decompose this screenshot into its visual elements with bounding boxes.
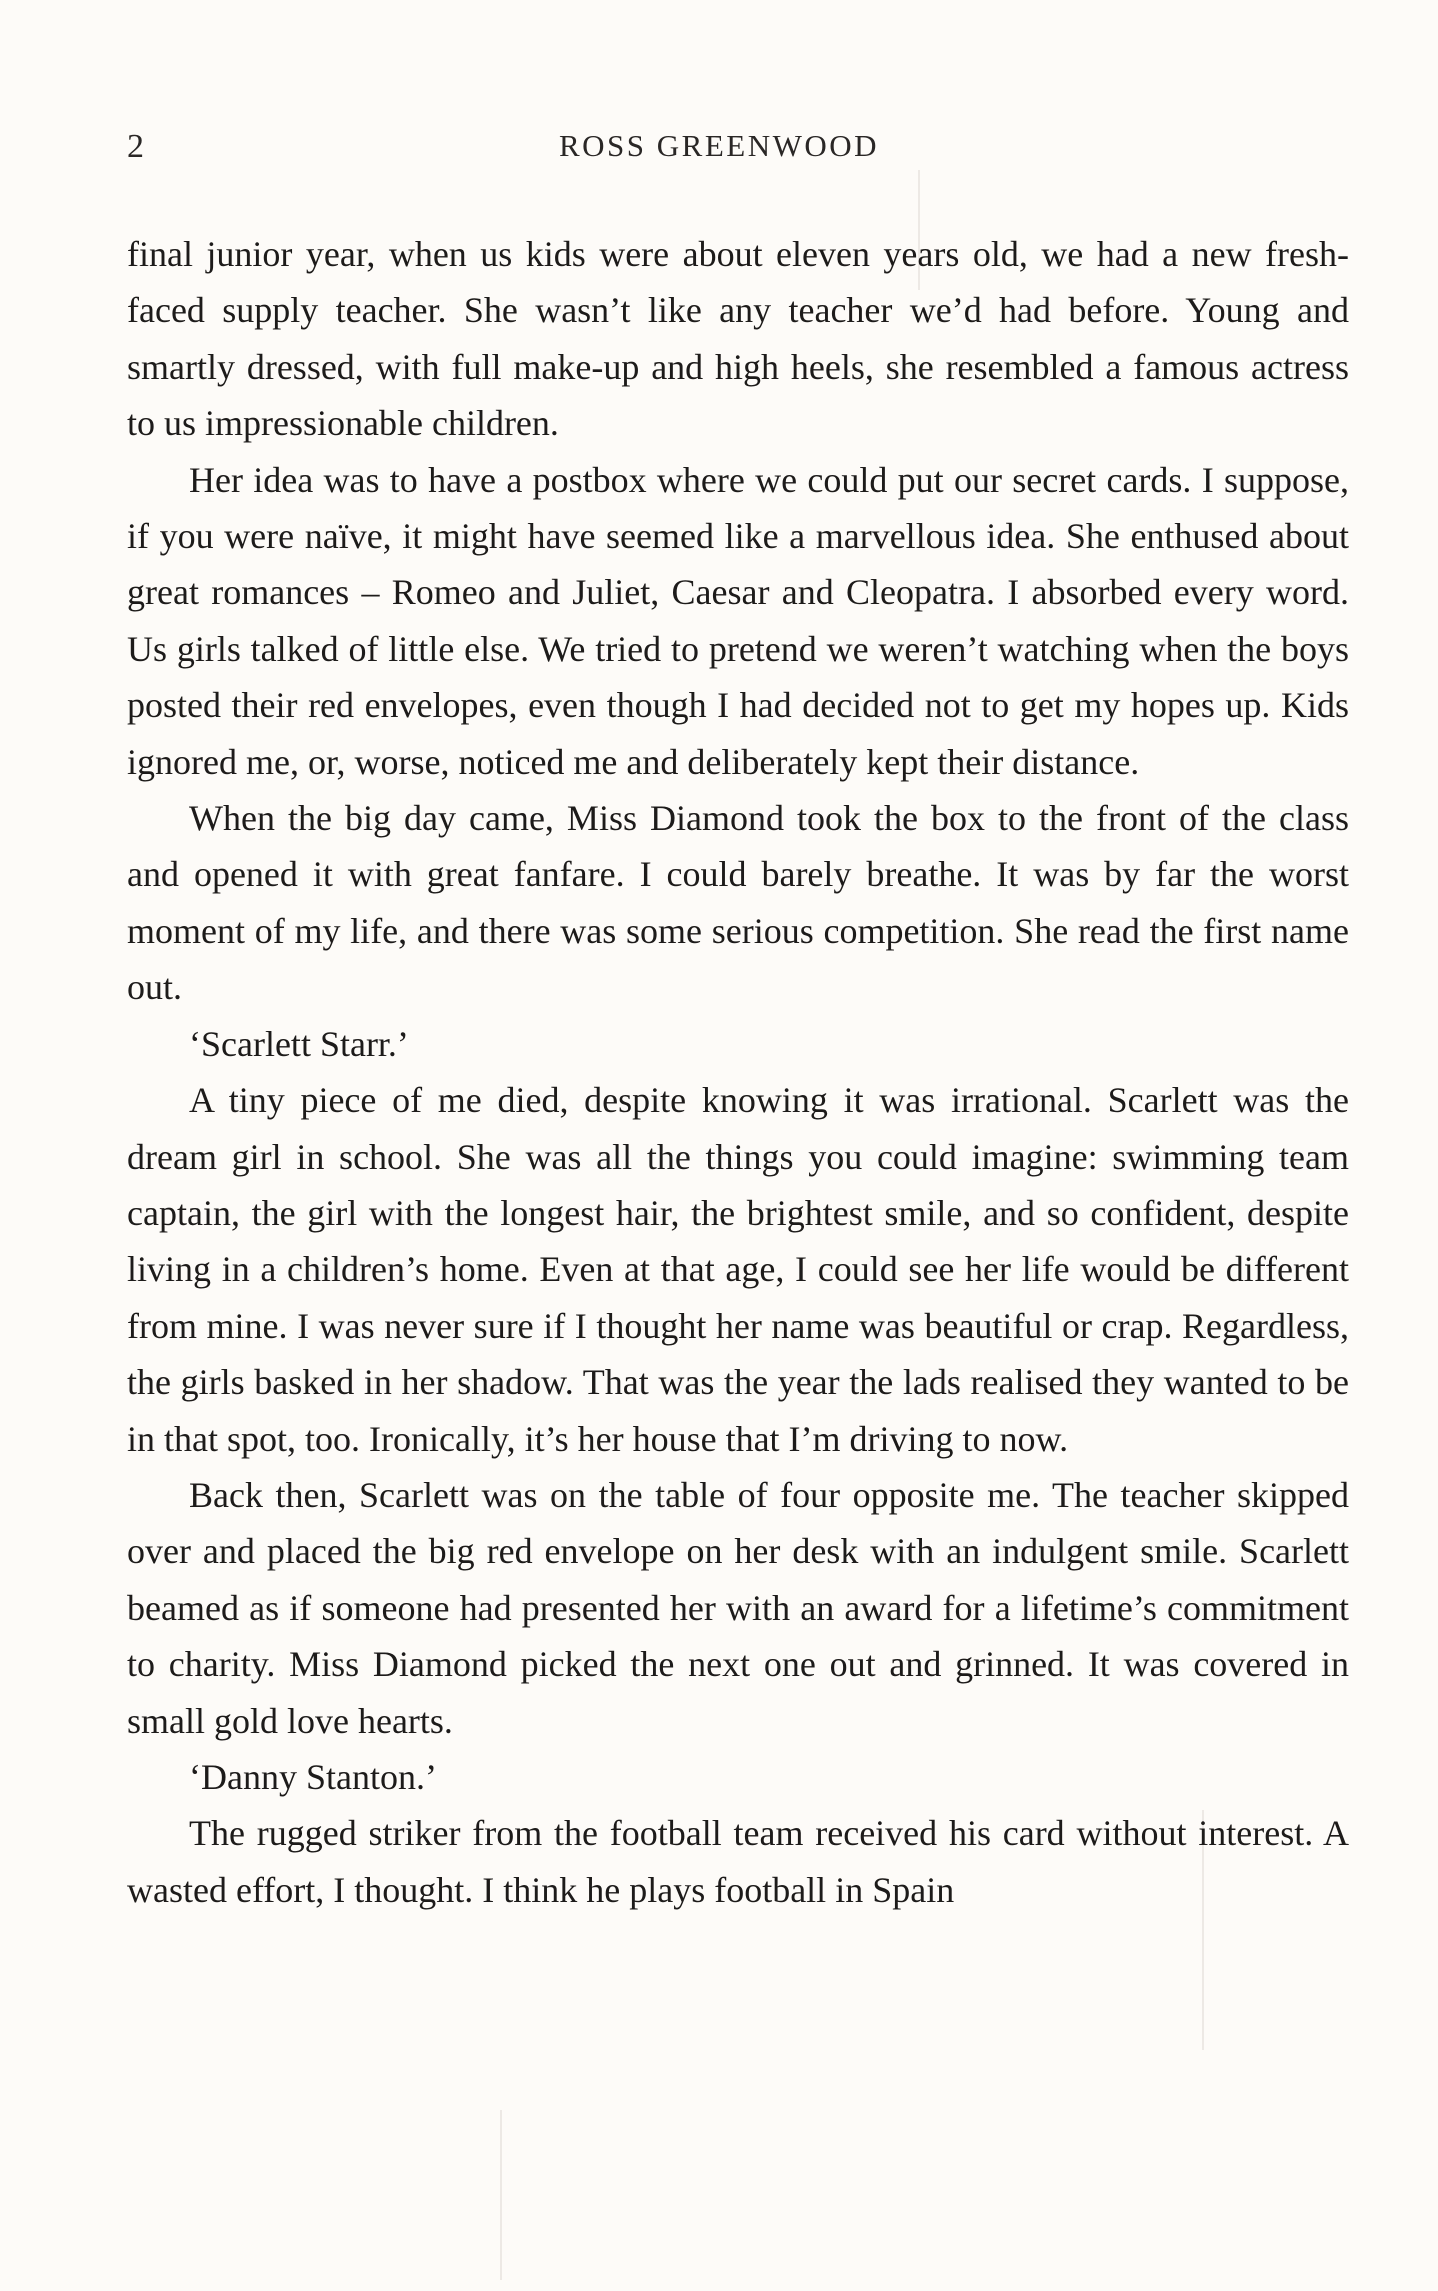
paragraph: ‘Danny Stanton.’ bbox=[189, 1756, 437, 1797]
page-number: 2 bbox=[127, 128, 145, 165]
paragraph: When the big day came, Miss Diamond took the box to the front of the class and opened it with great fanfare. I could barely breathe. It was by far the worst moment of my life, and there was some serious competition. She read the first name out. bbox=[127, 798, 1349, 1008]
body-text bbox=[127, 226, 1349, 1918]
paragraph: ‘Scarlett Starr.’ bbox=[189, 1023, 409, 1064]
running-head: ROSS GREENWOOD bbox=[558, 128, 880, 163]
scan-artifact bbox=[500, 2110, 502, 2280]
paragraph: The rugged striker from the football team received his card without interest. A wasted effort, I thought. I think he plays football in Spain bbox=[127, 1813, 1349, 1910]
paragraph: Back then, Scarlett was on the table of four opposite me. The teacher skipped over and placed the big red envelope on her desk with an indulgent smile. Scarlett beamed as if someone had presented her with an award for a lifetime’s commitment to charity. Miss Diamond picked the next one out and grinned. It was covered in small gold love hearts. bbox=[127, 1474, 1349, 1741]
paragraph: A tiny piece of me died, despite knowing it was irrational. Scarlett was the dream girl in school. She was all the things you could imagine: swimming team captain, the girl with the longest hair, the brightest smile, and so confident, despite living in a children’s home. Even at that age, I could see her life would be different from mine. I was never sure if I thought her name was beautiful or crap. Regardless, the girls basked in her shadow. That was the year the lads realised they wanted to be in that spot, too. Ironically, it’s her house that I’m driving to now. bbox=[127, 1080, 1349, 1459]
paragraph: Her idea was to have a postbox where we could put our secret cards. I suppose, if you were naïve, it might have seemed like a marvellous idea. She enthused about great romances – Romeo and Juliet, Caesar and Cleopatra. I absorbed every word. Us girls talked of little else. We tried to pretend we weren’t watching when the boys posted their red envelopes, even though I had decided not to get my hopes up. Kids ignored me, or, worse, noticed me and deliberately kept their distance. bbox=[127, 459, 1349, 782]
paragraph: final junior year, when us kids were about eleven years old, we had a new fresh-faced supply teacher. She wasn’t like any teacher we’d had before. Young and smartly dressed, with full make-up and high heels, she resembled a famous actress to us impressionable children. bbox=[127, 234, 1349, 444]
